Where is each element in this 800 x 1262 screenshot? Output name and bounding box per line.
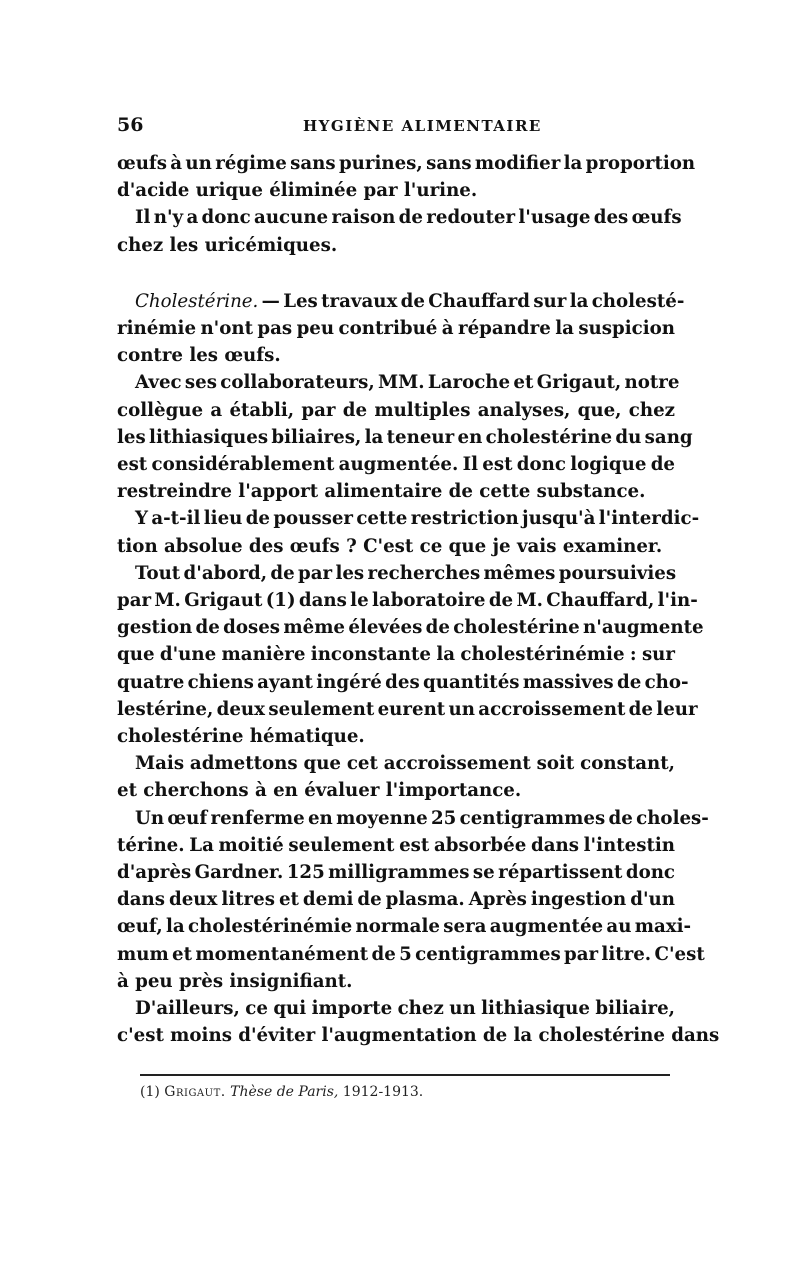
footnote-years: 1912-1913. (338, 1084, 424, 1100)
paragraph (117, 288, 685, 370)
text-line: Tout d'abord, de par les recherches mêmes poursuivies (135, 562, 677, 584)
text-line: tion absolue des œufs ? C'est ce que je vais examiner. (117, 535, 663, 557)
footnote-title: Thèse de Paris, (230, 1084, 339, 1100)
text-line: est considérablement augmentée. Il est donc logique de (117, 454, 675, 476)
section-gap (117, 259, 675, 288)
text-line: cholestérine hématique. (117, 726, 365, 748)
text-line: œufs à un régime sans purines, sans modifier la proportion (117, 153, 696, 174)
section-label: Cholestérine. (135, 290, 259, 312)
footnote-marker: (1) (140, 1084, 165, 1100)
text-line: collègue a établi, par de multiples analyses, que, chez (117, 399, 675, 421)
paragraph (117, 204, 682, 258)
text-line: contre les œufs. (117, 345, 281, 367)
text-line-rest: — Les travaux de Chauffard sur la cholesté- (258, 290, 685, 312)
text-line: D'ailleurs, ce qui importe chez un lithiasique biliaire, (135, 998, 675, 1020)
text-line: d'acide urique éliminée par l'urine. (117, 180, 478, 202)
running-head (117, 114, 677, 142)
text-line: restreindre l'apport alimentaire de cette substance. (117, 481, 646, 503)
text-line: par M. Grigaut (1) dans le laboratoire de M. Chauffard, l'in- (117, 590, 698, 612)
text-line (117, 288, 685, 315)
text-line: les lithiasiques biliaires, la teneur en cholestérine du sang (117, 426, 693, 448)
text-line: d'après Gardner. 125 milligrammes se répartissent donc (117, 862, 675, 884)
footnote-author: Grigaut. (164, 1084, 226, 1100)
footnote (140, 1084, 680, 1100)
text-line: Il n'y a donc aucune raison de redouter l'usage des œufs (135, 207, 682, 229)
text-line: rinémie n'ont pas peu contribué à répandre la suspicion (117, 318, 675, 340)
text-line: lestérine, deux seulement eurent un accroissement de leur (117, 698, 698, 720)
text-line: Y a-t-il lieu de pousser cette restriction jusqu'à l'interdic- (135, 508, 700, 530)
text-line: mum et momentanément de 5 centigrammes par litre. C'est (117, 943, 705, 965)
text-line: Avec ses collaborateurs, MM. Laroche et Grigaut, notre (135, 372, 680, 394)
paragraph (117, 560, 704, 750)
body-text (117, 150, 720, 1050)
paragraph (117, 805, 709, 995)
text-line: à peu près insignifiant. (117, 970, 353, 992)
paragraph (117, 369, 693, 505)
running-title: HYGIÈNE ALIMENTAIRE (303, 117, 542, 135)
paragraph (117, 150, 696, 204)
text-line: Un œuf renferme en moyenne 25 centigrammes de choles- (135, 807, 709, 829)
text-line: Mais admettons que cet accroissement soit constant, (135, 753, 675, 775)
page-number: 56 (117, 114, 144, 136)
text-line: térine. La moitié seulement est absorbée dans l'intestin (117, 834, 675, 856)
text-line: que d'une manière inconstante la cholestérinémie : sur (117, 644, 675, 666)
paragraph (117, 505, 700, 559)
text-line: œuf, la cholestérinémie normale sera augmentée au maxi- (117, 916, 692, 938)
text-line: chez les uricémiques. (117, 234, 338, 256)
paragraph (117, 750, 675, 804)
text-line: c'est moins d'éviter l'augmentation de la cholestérine dans (117, 1025, 720, 1047)
text-line: gestion de doses même élevées de cholestérine n'augmente (117, 617, 704, 639)
footnote-rule (140, 1074, 670, 1076)
text-line: dans deux litres et demi de plasma. Après ingestion d'un (117, 889, 675, 911)
paragraph (117, 995, 720, 1049)
text-line: et cherchons à en évaluer l'importance. (117, 780, 522, 802)
text-line: quatre chiens ayant ingéré des quantités massives de cho- (117, 671, 689, 693)
